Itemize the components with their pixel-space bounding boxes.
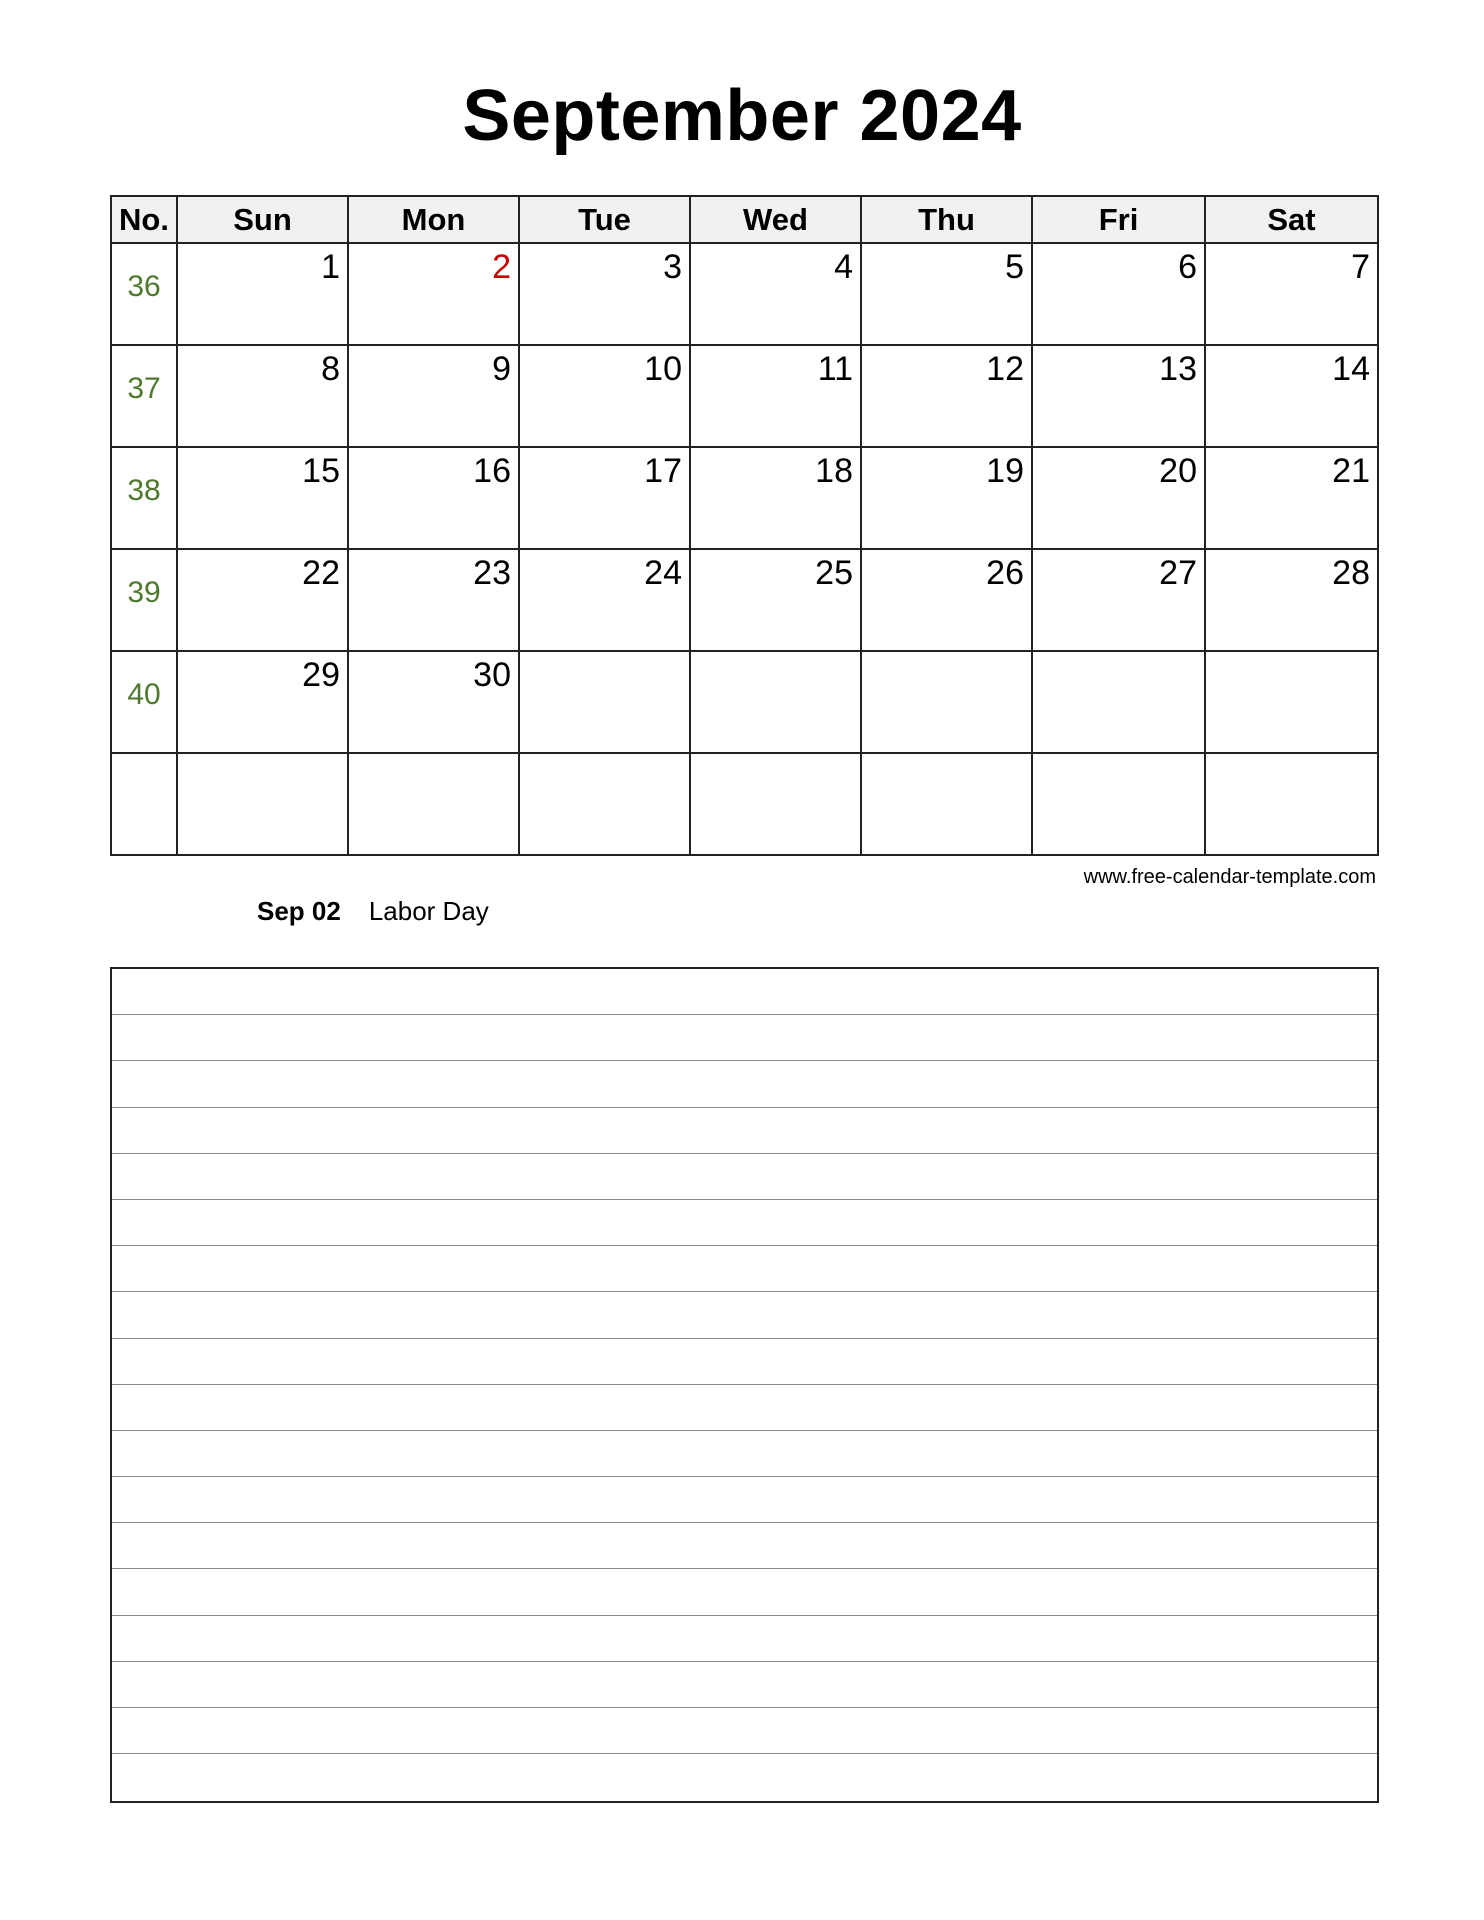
day-cell	[690, 345, 861, 447]
day-cell	[348, 345, 519, 447]
weekday-header: Wed	[690, 196, 861, 243]
day-cell	[519, 243, 690, 345]
day-cell	[1032, 549, 1205, 651]
day-number: 29	[302, 656, 340, 694]
day-number: 19	[986, 452, 1024, 490]
week-row	[111, 447, 1378, 549]
day-cell	[690, 651, 861, 753]
weekday-header: Tue	[519, 196, 690, 243]
day-cell	[1032, 243, 1205, 345]
note-line[interactable]	[112, 1246, 1377, 1292]
weekday-header: Fri	[1032, 196, 1205, 243]
note-line[interactable]	[112, 1385, 1377, 1431]
day-number: 16	[473, 452, 511, 490]
week-number: 40	[127, 678, 161, 711]
day-cell	[348, 243, 519, 345]
day-cell	[177, 753, 348, 855]
day-cell	[519, 549, 690, 651]
day-number: 10	[644, 350, 682, 388]
weekday-header: Sat	[1205, 196, 1378, 243]
week-number-cell	[111, 447, 177, 549]
holiday-date: Sep 02	[257, 896, 341, 926]
day-cell	[690, 447, 861, 549]
note-line[interactable]	[112, 1569, 1377, 1615]
day-number: 9	[492, 350, 511, 388]
day-number: 23	[473, 554, 511, 592]
note-line[interactable]	[112, 1015, 1377, 1061]
day-number-holiday: 2	[492, 248, 511, 286]
day-number: 4	[834, 248, 853, 286]
holiday-list	[257, 896, 489, 927]
day-number: 26	[986, 554, 1024, 592]
day-number: 28	[1332, 554, 1370, 592]
day-number: 17	[644, 452, 682, 490]
day-cell	[1205, 651, 1378, 753]
weekday-header: Mon	[348, 196, 519, 243]
note-line[interactable]	[112, 1200, 1377, 1246]
day-cell	[519, 447, 690, 549]
note-line[interactable]	[112, 1061, 1377, 1107]
calendar-title: September 2024	[462, 76, 1022, 156]
week-number-cell	[111, 243, 177, 345]
day-number: 5	[1005, 248, 1024, 286]
day-cell	[861, 549, 1032, 651]
day-cell	[519, 345, 690, 447]
week-number: 39	[127, 576, 161, 609]
day-number: 6	[1178, 248, 1197, 286]
day-cell	[861, 345, 1032, 447]
note-line[interactable]	[112, 1523, 1377, 1569]
week-number: 37	[127, 372, 161, 405]
day-cell	[348, 753, 519, 855]
day-number: 22	[302, 554, 340, 592]
week-number: 38	[127, 474, 161, 507]
day-cell	[177, 651, 348, 753]
holiday-name: Labor Day	[368, 896, 489, 926]
day-number: 27	[1159, 554, 1197, 592]
note-line[interactable]	[112, 1477, 1377, 1523]
note-line[interactable]	[112, 1292, 1377, 1338]
day-number: 30	[473, 656, 511, 694]
day-number: 25	[815, 554, 853, 592]
day-cell	[861, 243, 1032, 345]
note-line[interactable]	[112, 1339, 1377, 1385]
day-cell	[1032, 753, 1205, 855]
note-line[interactable]	[112, 1616, 1377, 1662]
day-cell	[1032, 345, 1205, 447]
week-row	[111, 243, 1378, 345]
day-number: 11	[817, 350, 853, 388]
day-cell	[861, 651, 1032, 753]
day-cell	[1205, 753, 1378, 855]
weekday-header-row	[111, 196, 1378, 243]
day-cell	[1205, 345, 1378, 447]
day-cell	[177, 243, 348, 345]
day-cell	[1032, 447, 1205, 549]
note-line[interactable]	[112, 1431, 1377, 1477]
note-line[interactable]	[112, 1154, 1377, 1200]
day-cell	[348, 447, 519, 549]
day-number: 20	[1159, 452, 1197, 490]
day-number: 7	[1351, 248, 1370, 286]
day-number: 8	[321, 350, 340, 388]
day-cell	[861, 447, 1032, 549]
holiday-item	[257, 896, 489, 927]
day-number: 14	[1332, 350, 1370, 388]
day-cell	[177, 447, 348, 549]
notes-area[interactable]	[110, 967, 1379, 1803]
day-number: 15	[302, 452, 340, 490]
day-cell	[690, 753, 861, 855]
day-cell	[1205, 549, 1378, 651]
day-cell	[177, 345, 348, 447]
week-number: 36	[127, 270, 161, 303]
day-cell	[1205, 243, 1378, 345]
week-number-cell	[111, 345, 177, 447]
day-cell	[519, 753, 690, 855]
week-number-cell	[111, 549, 177, 651]
note-line[interactable]	[112, 969, 1377, 1015]
week-row	[111, 345, 1378, 447]
day-cell	[177, 549, 348, 651]
day-number: 3	[663, 248, 682, 286]
week-number-cell	[111, 753, 177, 855]
week-row	[111, 651, 1378, 753]
note-line[interactable]	[112, 1708, 1377, 1754]
week-row	[111, 753, 1378, 855]
calendar-grid	[110, 195, 1379, 856]
day-cell	[690, 549, 861, 651]
day-cell	[348, 651, 519, 753]
weekday-header: Sun	[177, 196, 348, 243]
weekday-header: Thu	[861, 196, 1032, 243]
week-number-cell	[111, 651, 177, 753]
note-line[interactable]	[112, 1754, 1377, 1800]
day-number: 13	[1159, 350, 1197, 388]
day-cell	[348, 549, 519, 651]
day-number: 21	[1332, 452, 1370, 490]
week-number-header: No.	[111, 196, 177, 243]
day-cell	[1205, 447, 1378, 549]
note-line[interactable]	[112, 1108, 1377, 1154]
day-cell	[861, 753, 1032, 855]
day-number: 12	[986, 350, 1024, 388]
day-cell	[1032, 651, 1205, 753]
week-row	[111, 549, 1378, 651]
note-line[interactable]	[112, 1662, 1377, 1708]
day-cell	[519, 651, 690, 753]
day-number: 18	[815, 452, 853, 490]
day-cell	[690, 243, 861, 345]
day-number: 1	[321, 248, 340, 286]
website-credit: www.free-calendar-template.com	[1083, 866, 1376, 888]
day-number: 24	[644, 554, 682, 592]
